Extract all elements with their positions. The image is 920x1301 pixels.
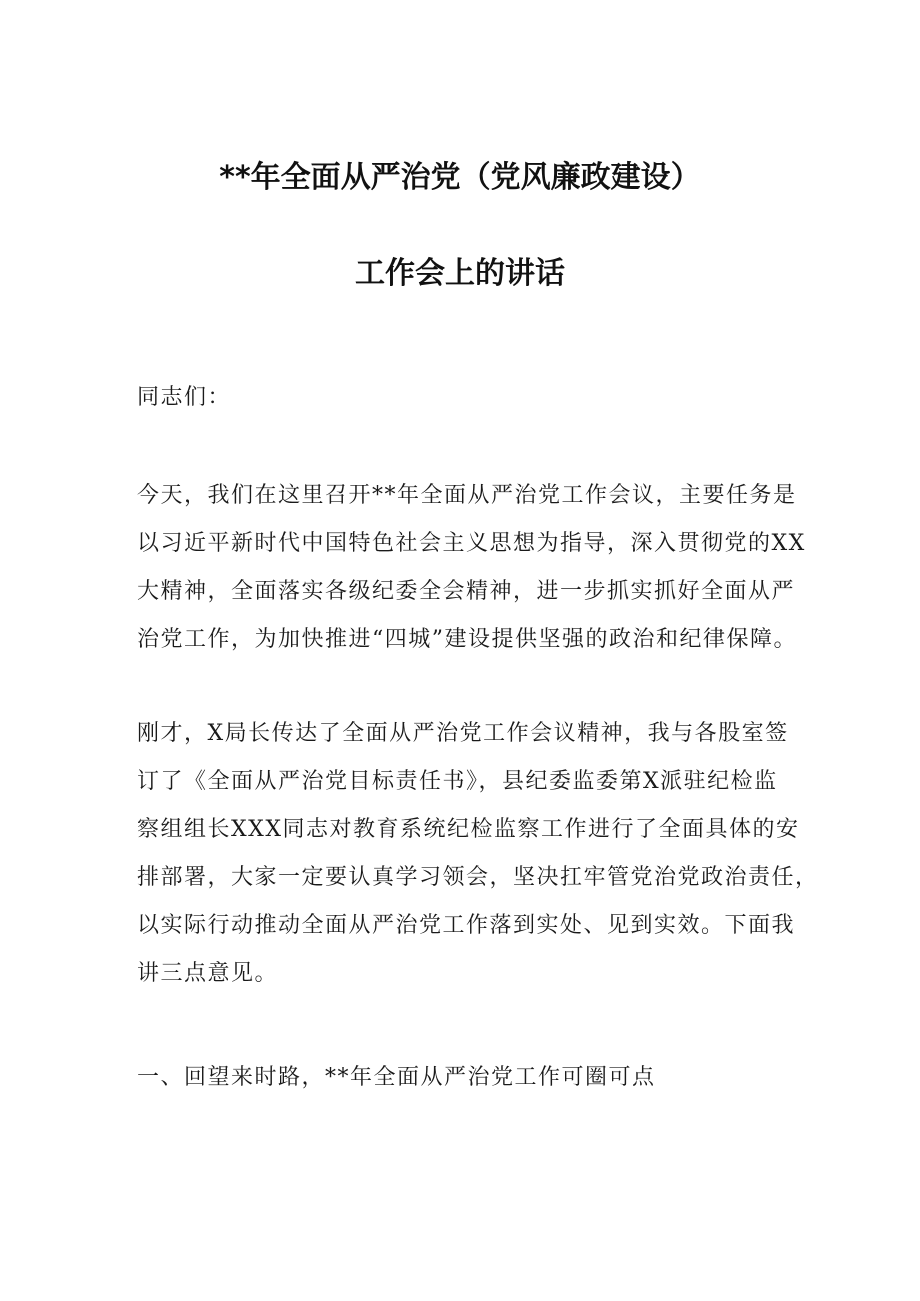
paragraph-2-line: 讲三点意见。: [137, 961, 279, 986]
section-heading-1: 一、回望来时路，**年全面从严治党工作可圈可点: [137, 1065, 656, 1090]
paragraph-1-line: 大精神，全面落实各级纪委全会精神，进一步抓实抓好全面从严: [137, 579, 796, 604]
document-title-line-2: 工作会上的讲话: [355, 256, 565, 291]
greeting: 同志们：: [137, 385, 232, 410]
paragraph-1-line: 今天，我们在这里召开**年全面从严治党工作会议，主要任务是: [137, 483, 797, 508]
paragraph-2-line: 排部署，大家一定要认真学习领会，坚决扛牢管党治党政治责任，: [137, 865, 819, 890]
document-title-line-1: **年全面从严治党（党风廉政建设）: [219, 160, 701, 195]
paragraph-2-line: 刚才，X局长传达了全面从严治党工作会议精神，我与各股室签: [137, 721, 789, 746]
paragraph-2-line: 察组组长XXX同志对教育系统纪检监察工作进行了全面具体的安: [137, 817, 800, 842]
paragraph-1-line: 以习近平新时代中国特色社会主义思想为指导，深入贯彻党的XX: [137, 531, 806, 556]
paragraph-2-line: 订了《全面从严治党目标责任书》，县纪委监委第X派驻纪检监: [137, 769, 778, 794]
paragraph-1: [137, 472, 806, 664]
paragraph-2: [137, 710, 819, 998]
paragraph-2-line: 以实际行动推动全面从严治党工作落到实处、见到实效。下面我: [137, 913, 796, 938]
paragraph-1-line: 治党工作，为加快推进“四城”建设提供坚强的政治和纪律保障。: [137, 627, 797, 652]
